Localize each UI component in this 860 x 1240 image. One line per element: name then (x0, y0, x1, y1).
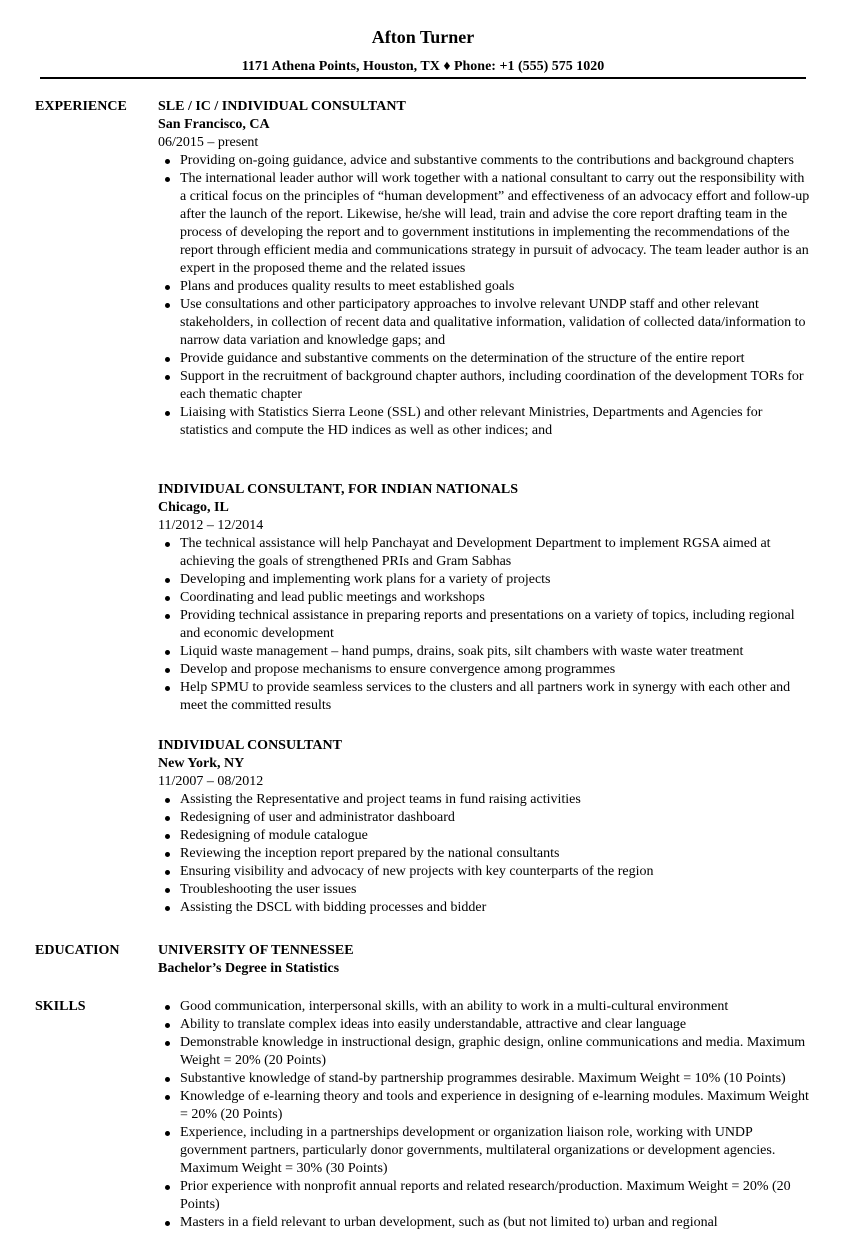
list-item: Experience, including in a partnerships development or organization liaison role, working with UNDP government partners, particularly donor governments, multilateral organizations or development agencies. Maximum Weight = 30% (30 Points) (158, 1124, 814, 1178)
list-item: Redesigning of user and administrator dashboard (158, 809, 814, 827)
list-item: Good communication, interpersonal skills, with an ability to work in a multi-cultural environment (158, 998, 814, 1016)
job-title: INDIVIDUAL CONSULTANT, FOR INDIAN NATIONALS (158, 482, 519, 497)
list-item: Prior experience with nonprofit annual reports and related research/production. Maximum Weight = 20% (20 Points) (158, 1178, 814, 1214)
job-bullets (158, 791, 814, 917)
list-item: The technical assistance will help Panchayat and Development Department to implement RGSA aimed at achieving the goals of strengthened PRIs and Gram Sabhas (158, 535, 814, 571)
school-name: UNIVERSITY OF TENNESSEE (158, 943, 354, 958)
list-item: Knowledge of e-learning theory and tools and experience in designing of e-learning modules. Maximum Weight = 20% (20 Points) (158, 1088, 814, 1124)
list-item: Masters in a field relevant to urban development, such as (but not limited to) urban and regional (158, 1214, 814, 1232)
list-item: Providing on-going guidance, advice and substantive comments to the contributions and background chapters (158, 152, 814, 170)
list-item: Ensuring visibility and advocacy of new projects with key counterparts of the region (158, 863, 814, 881)
experience-heading: EXPERIENCE (35, 99, 127, 114)
contact-line: 1171 Athena Points, Houston, TX ♦ Phone: +1 (555) 575 1020 (241, 59, 605, 74)
job-dates: 11/2007 – 08/2012 (158, 774, 264, 789)
list-item: Develop and propose mechanisms to ensure convergence among programmes (158, 661, 814, 679)
job-title: INDIVIDUAL CONSULTANT (158, 738, 342, 753)
list-item: Liaising with Statistics Sierra Leone (SSL) and other relevant Ministries, Departments and Agencies for statistics and compute the HD indices as well as other indices; and (158, 404, 814, 440)
list-item: Liquid waste management – hand pumps, drains, soak pits, silt chambers with waste water treatment (158, 643, 814, 661)
list-item: Assisting the Representative and project teams in fund raising activities (158, 791, 814, 809)
list-item: Use consultations and other participatory approaches to involve relevant UNDP staff and other relevant stakeholders, in collection of recent data and qualitative information, validation of collected data/information to narrow data variation and knowledge gaps; and (158, 296, 814, 350)
list-item: Redesigning of module catalogue (158, 827, 814, 845)
list-item: The international leader author will work together with a national consultant to carry out the responsibility with a critical focus on the principles of “human development” and effectiveness of an advocacy effort and follow-up after the launch of the report. Likewise, he/she will lead, train and advise the core report drafting team in the process of developing the report and to government institutions in implementing the recommendations of the report through efficient media and communications strategy in pursuit of advocacy. The team leader author is an expert in the proposed theme and the related issues (158, 170, 814, 278)
list-item: Providing technical assistance in preparing reports and presentations on a variety of topics, including regional and economic development (158, 607, 814, 643)
job-location: Chicago, IL (158, 500, 229, 515)
list-item: Demonstrable knowledge in instructional design, graphic design, online communications and media. Maximum Weight = 20% (20 Points) (158, 1034, 814, 1070)
list-item: Troubleshooting the user issues (158, 881, 814, 899)
list-item: Substantive knowledge of stand-by partnership programmes desirable. Maximum Weight = 10% (10 Points) (158, 1070, 814, 1088)
job-entry (158, 481, 814, 715)
job-title: SLE / IC / INDIVIDUAL CONSULTANT (158, 99, 406, 114)
job-dates: 11/2012 – 12/2014 (158, 518, 264, 533)
job-bullets (158, 152, 814, 440)
job-entry (158, 737, 814, 917)
job-bullets (158, 535, 814, 715)
list-item: Help SPMU to provide seamless services to the clusters and all partners work in synergy with each other and meet the committed results (158, 679, 814, 715)
list-item: Ability to translate complex ideas into easily understandable, attractive and clear language (158, 1016, 814, 1034)
header-divider (40, 77, 806, 79)
degree: Bachelor’s Degree in Statistics (158, 961, 340, 976)
job-location: New York, NY (158, 756, 245, 771)
job-location: San Francisco, CA (158, 117, 270, 132)
skills-heading: SKILLS (35, 999, 86, 1014)
list-item: Assisting the DSCL with bidding processes and bidder (158, 899, 814, 917)
list-item: Coordinating and lead public meetings and workshops (158, 589, 814, 607)
education-entry (158, 942, 814, 978)
skills-list (158, 998, 814, 1232)
skills-list-container (158, 998, 814, 1232)
job-dates: 06/2015 – present (158, 135, 259, 150)
list-item: Developing and implementing work plans for a variety of projects (158, 571, 814, 589)
list-item: Support in the recruitment of background chapter authors, including coordination of the development TORs for each thematic chapter (158, 368, 814, 404)
list-item: Provide guidance and substantive comments on the determination of the structure of the entire report (158, 350, 814, 368)
education-heading: EDUCATION (35, 943, 120, 958)
list-item: Plans and produces quality results to meet established goals (158, 278, 814, 296)
candidate-name: Afton Turner (371, 27, 475, 47)
list-item: Reviewing the inception report prepared by the national consultants (158, 845, 814, 863)
job-entry (158, 98, 814, 440)
